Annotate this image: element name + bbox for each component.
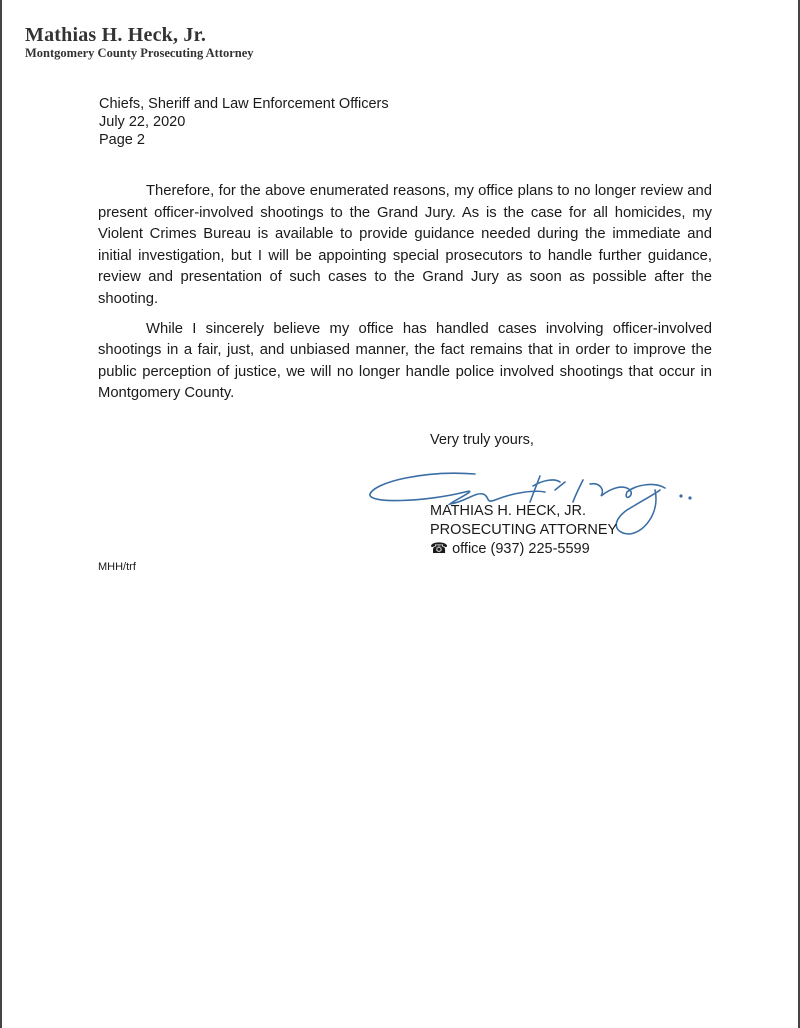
telephone-icon: ☎ (430, 541, 449, 557)
recipient: Chiefs, Sheriff and Law Enforcement Officers (99, 96, 389, 112)
signer-phone-line (430, 540, 617, 559)
page-border-left (0, 0, 2, 1028)
paragraph: Therefore, for the above enumerated reasons, my office plans to no longer review and present officer-involved shootings to the Grand Jury. As is the case for all homicides, my Violent Crimes Bureau is available to provide guidance needed during the immediate and initial investigation, but I will be appointing special prosecutors to handle further guidance, review and presentation of such cases to the Grand Jury as soon as possible after the shooting. (98, 183, 712, 307)
letter-date: July 22, 2020 (99, 114, 186, 130)
signer-phone: office (937) 225-5599 (452, 541, 590, 557)
signature-block (430, 502, 617, 559)
signer-title: PROSECUTING ATTORNEY (430, 522, 618, 538)
letter-body (98, 181, 712, 413)
letterhead-name: Mathias H. Heck, Jr. (25, 24, 207, 46)
closing: Very truly yours, (430, 432, 534, 448)
address-block (99, 95, 389, 149)
page-number: Page 2 (99, 132, 145, 148)
signer-name: MATHIAS H. HECK, JR. (430, 503, 587, 519)
typist-initials: MHH/trf (98, 561, 136, 573)
letterhead-title: Montgomery County Prosecuting Attorney (25, 46, 254, 60)
paragraph: While I sincerely believe my office has handled cases involving officer-involved shootings in a fair, just, and unbiased manner, the fact remains that in order to improve the public perception of justice, we will no longer handle police involved shootings that occur in Montgomery County. (98, 320, 712, 402)
